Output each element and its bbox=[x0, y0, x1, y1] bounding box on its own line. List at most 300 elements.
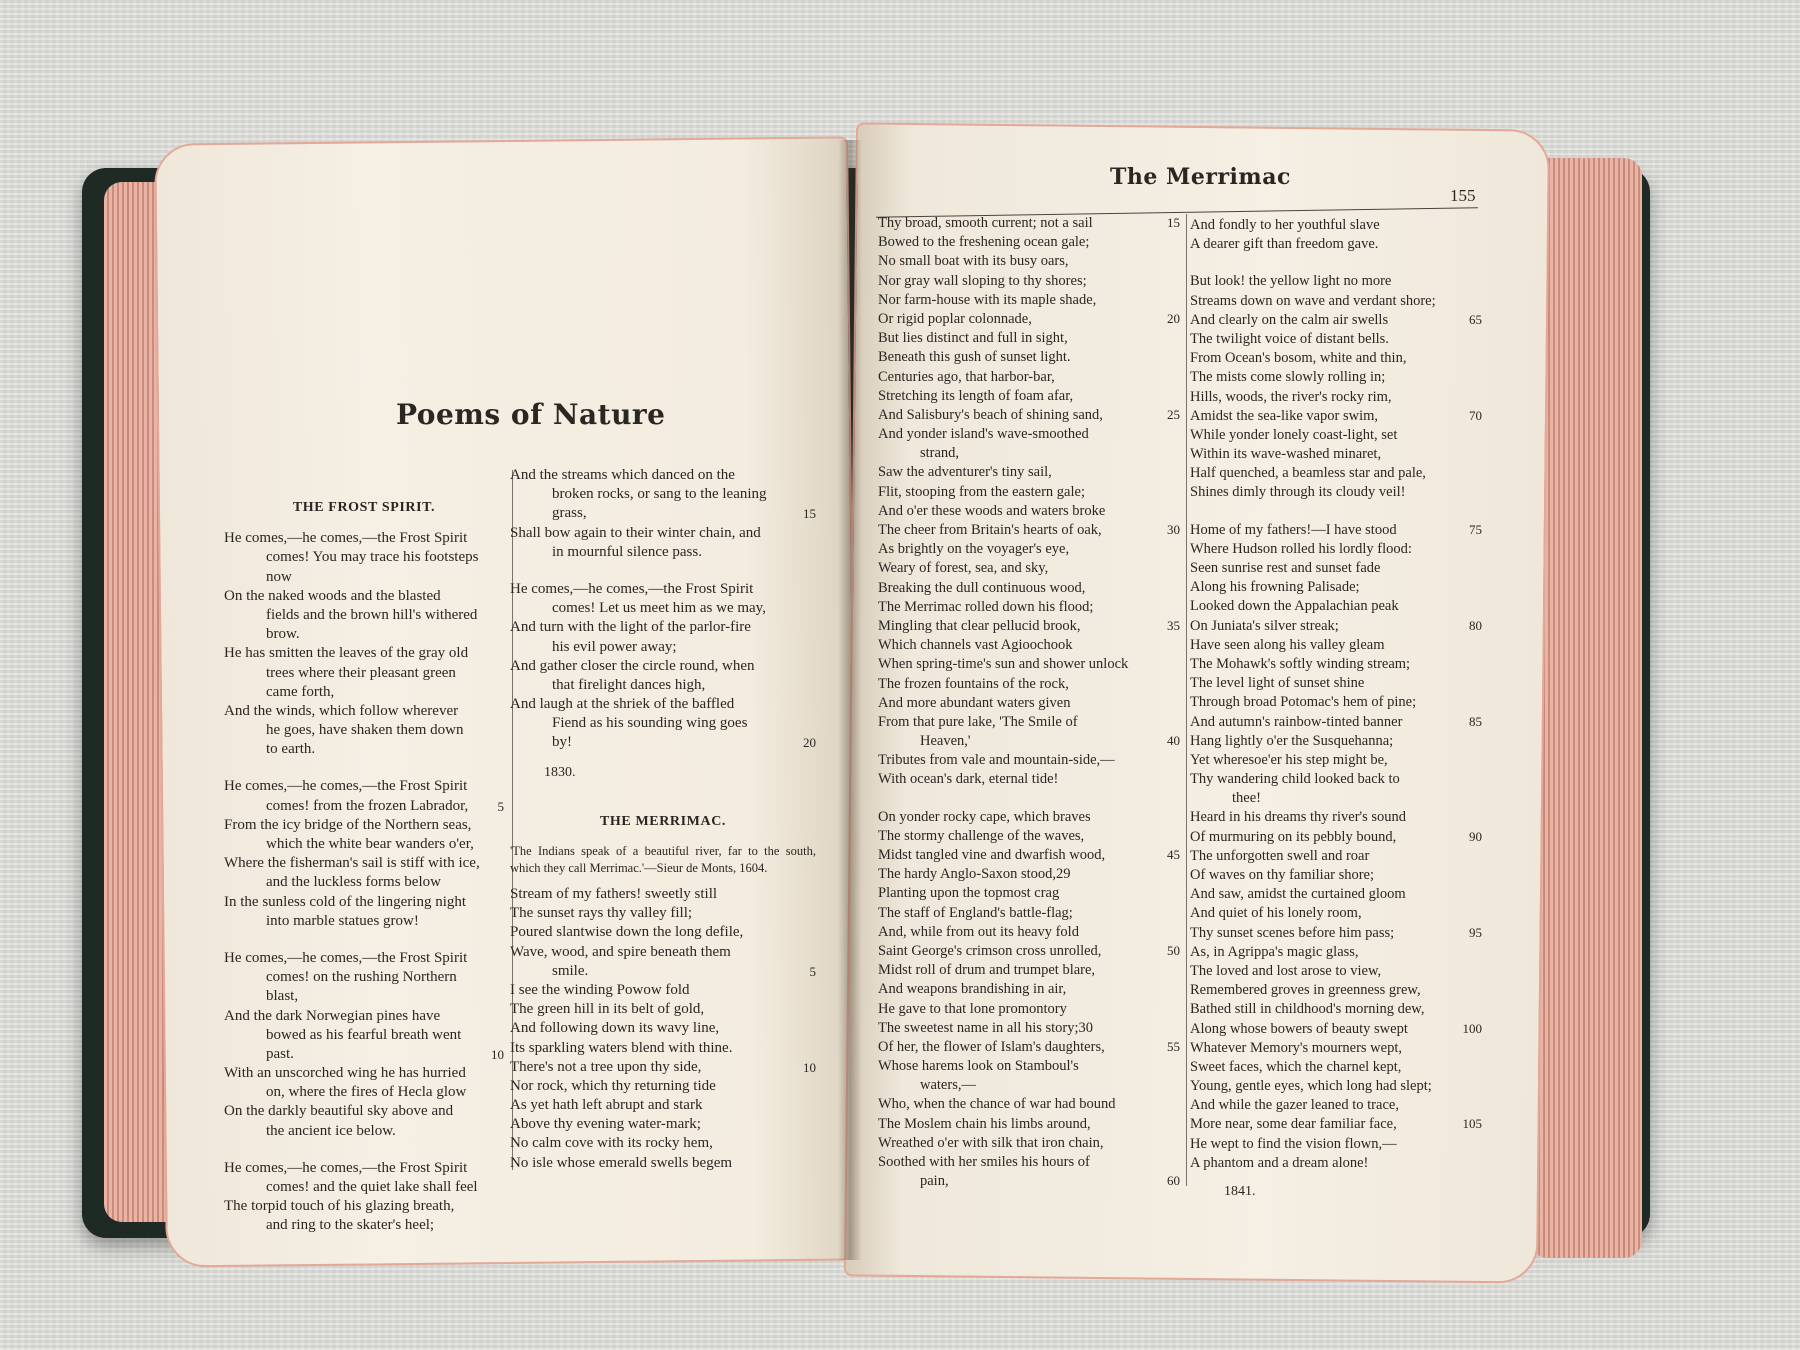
poem-line-text: The hardy Anglo-Saxon stood,29 bbox=[878, 866, 1071, 883]
poem-line-text: A phantom and a dream alone! bbox=[1190, 1154, 1369, 1171]
poem-line-text: and the luckless forms below bbox=[266, 874, 441, 891]
poem-line bbox=[1190, 1096, 1482, 1115]
poem-line bbox=[510, 1058, 816, 1077]
poem-line-text: Saint George's crimson cross unrolled, bbox=[878, 942, 1102, 959]
poem-line bbox=[1190, 770, 1482, 789]
poem-line-text: Centuries ago, that harbor-bar, bbox=[878, 368, 1055, 385]
line-number: 15 bbox=[803, 506, 816, 522]
poem-line-text: pain, bbox=[920, 1173, 949, 1190]
poem-line-text: And quiet of his lonely room, bbox=[1190, 905, 1362, 922]
poem-line-text: But lies distinct and full in sight, bbox=[878, 330, 1068, 347]
poem-line-text: bowed as his fearful breath went bbox=[266, 1026, 462, 1043]
poem-line-text: And laugh at the shriek of the baffled bbox=[510, 696, 735, 713]
poem-line-text: He comes,—he comes,—the Frost Spirit bbox=[224, 1159, 468, 1176]
stanza-break bbox=[224, 759, 504, 777]
poem-line bbox=[1190, 1135, 1482, 1154]
poem-line bbox=[510, 1096, 816, 1115]
poem-line-text: Sweet faces, which the charnel kept, bbox=[1190, 1058, 1402, 1075]
poem-line bbox=[1190, 981, 1482, 1000]
line-number: 10 bbox=[803, 1059, 816, 1075]
poem-line-text: Flit, stooping from the eastern gale; bbox=[878, 483, 1085, 500]
poem-line-text: Bathed still in childhood's morning dew, bbox=[1190, 1001, 1425, 1018]
poem-line-text: And fondly to her youthful slave bbox=[1190, 217, 1380, 233]
poem-line-text: Breaking the dull continuous wood, bbox=[878, 579, 1086, 596]
stanza-break bbox=[224, 1141, 504, 1159]
poem-line-text: From Ocean's bosom, white and thin, bbox=[1190, 350, 1407, 367]
poem-line bbox=[878, 1076, 1180, 1095]
poem-line-text: Hills, woods, the river's rocky rim, bbox=[1190, 388, 1392, 405]
stanza-break bbox=[224, 931, 504, 949]
poem-line-text: Looked down the Appalachian peak bbox=[1190, 598, 1399, 615]
poem-line bbox=[510, 1154, 816, 1173]
poem-line bbox=[1190, 216, 1482, 235]
poem-line bbox=[510, 638, 816, 657]
poem-line bbox=[878, 233, 1180, 252]
poem-line-text: Yet wheresoe'er his step might be, bbox=[1190, 751, 1388, 768]
poem-line bbox=[224, 854, 504, 873]
poem-line bbox=[224, 1159, 504, 1178]
poem-line-text: He comes,—he comes,—the Frost Spirit bbox=[224, 530, 468, 547]
section-title: Poems of Nature bbox=[396, 398, 666, 431]
poem-line bbox=[1190, 617, 1482, 636]
poem-line bbox=[510, 943, 816, 962]
poem-line-text: Saw the adventurer's tiny sail, bbox=[878, 464, 1052, 481]
poem-line-text: Midst tangled vine and dwarfish wood, bbox=[878, 847, 1106, 863]
poem-line-text: Soothed with her smiles his hours of bbox=[878, 1154, 1090, 1170]
poem-line bbox=[224, 1083, 504, 1102]
poem-line bbox=[224, 740, 504, 759]
poem-line-text: past. bbox=[266, 1045, 294, 1062]
stanza-break bbox=[1190, 254, 1482, 272]
poem-line bbox=[878, 598, 1180, 617]
poem-line bbox=[1190, 388, 1482, 407]
poem-line-text: Midst roll of drum and trumpet blare, bbox=[878, 962, 1096, 979]
line-number: 60 bbox=[1167, 1173, 1180, 1189]
poem-line-text: And while the gazer leaned to trace, bbox=[1190, 1097, 1399, 1114]
poem-line-text: strand, bbox=[920, 445, 960, 462]
stanza-break bbox=[1190, 503, 1482, 521]
poem-line-text: Or rigid poplar colonnade, bbox=[878, 310, 1032, 327]
poem-line bbox=[1190, 1058, 1482, 1077]
poem-line-text: And o'er these woods and waters broke bbox=[878, 502, 1106, 519]
poem-line bbox=[1190, 578, 1482, 597]
poem-line bbox=[878, 1019, 1180, 1038]
poem-line bbox=[510, 885, 816, 904]
poem-line-text: broken rocks, or sang to the leaning bbox=[552, 486, 767, 503]
poem-epigraph: 'The Indians speak of a beautiful river, far to the south, which they call Merrimac.'—Sieur de Monts, 1604. bbox=[510, 844, 816, 876]
line-number: 100 bbox=[1462, 1020, 1482, 1036]
poem-line bbox=[1190, 464, 1482, 483]
poem-line bbox=[1190, 1115, 1482, 1134]
poem-line-text: And autumn's rainbow-tinted banner bbox=[1190, 713, 1403, 730]
poem-line bbox=[224, 664, 504, 683]
line-number: 80 bbox=[1469, 617, 1482, 633]
poem-line bbox=[878, 1000, 1180, 1019]
poem-line bbox=[224, 912, 504, 931]
line-number: 85 bbox=[1469, 713, 1482, 729]
poem-line bbox=[878, 904, 1180, 923]
poem-line-text: on, where the fires of Hecla glow bbox=[266, 1084, 467, 1101]
poem-line bbox=[224, 548, 504, 567]
poem-line bbox=[1190, 597, 1482, 616]
poem-line bbox=[224, 606, 504, 625]
poem-line-text: Mingling that clear pellucid brook, bbox=[878, 617, 1081, 634]
poem-line-text: Through broad Potomac's hem of pine; bbox=[1190, 694, 1417, 711]
poem-line bbox=[224, 529, 504, 548]
poem-line-text: On yonder rocky cape, which braves bbox=[878, 808, 1091, 825]
poem-line-text: The stormy challenge of the waves, bbox=[878, 827, 1085, 844]
poem-line-text: No small boat with its busy oars, bbox=[878, 253, 1069, 270]
poem-line bbox=[878, 444, 1180, 463]
poem-line bbox=[1190, 292, 1482, 311]
poem-line-text: his evil power away; bbox=[552, 638, 677, 655]
poem-line-text: And clearly on the calm air swells bbox=[1190, 311, 1389, 328]
poem-line bbox=[1190, 1077, 1482, 1096]
poem-line bbox=[878, 1115, 1180, 1134]
poem-line bbox=[224, 873, 504, 892]
poem-line bbox=[1190, 847, 1482, 866]
poem-line bbox=[510, 714, 816, 733]
poem-line-text: Bowed to the freshening ocean gale; bbox=[878, 234, 1090, 251]
line-number: 25 bbox=[1167, 406, 1180, 422]
poem-line bbox=[224, 1178, 504, 1197]
line-number: 105 bbox=[1462, 1116, 1482, 1132]
poem-line-text: Have seen along his valley gleam bbox=[1190, 636, 1385, 653]
poem-line-text: And turn with the light of the parlor-fire bbox=[510, 619, 751, 636]
poem-line bbox=[1190, 330, 1482, 349]
poem-line bbox=[224, 702, 504, 721]
line-number: 10 bbox=[491, 1046, 504, 1062]
poem-line bbox=[878, 329, 1180, 348]
poem-line bbox=[1190, 445, 1482, 464]
poem-line-text: Fiend as his sounding wing goes bbox=[552, 715, 748, 732]
poem-line bbox=[878, 272, 1180, 291]
poem-line bbox=[510, 733, 816, 752]
poem-line-text: And gather closer the circle round, when bbox=[510, 657, 755, 674]
poem-line-text: Stretching its length of foam afar, bbox=[878, 387, 1074, 404]
poem-line bbox=[878, 291, 1180, 310]
poem-line-text: The green hill in its belt of gold, bbox=[510, 1001, 705, 1018]
poem-line bbox=[878, 1038, 1180, 1057]
poem-line-text: Of murmuring on its pebbly bound, bbox=[1190, 828, 1397, 845]
book-gutter bbox=[838, 140, 862, 1260]
poem-line-text: The unforgotten swell and roar bbox=[1190, 847, 1370, 864]
poem-line bbox=[510, 485, 816, 504]
poem-line-text: No calm cove with its rocky hem, bbox=[510, 1135, 713, 1152]
line-number: 15 bbox=[1167, 215, 1180, 230]
poem-line-text: which the white bear wanders o'er, bbox=[266, 836, 474, 853]
poem-date-1830: 1830. bbox=[544, 764, 576, 780]
poem-line bbox=[224, 1026, 504, 1045]
line-number: 55 bbox=[1167, 1038, 1180, 1054]
poem-line bbox=[878, 1095, 1180, 1114]
poem-line-text: Of waves on thy familiar shore; bbox=[1190, 867, 1375, 883]
poem-line-text: that firelight dances high, bbox=[552, 676, 706, 693]
poem-line bbox=[1190, 713, 1482, 732]
line-number: 30 bbox=[1167, 522, 1180, 537]
poem-line bbox=[224, 968, 504, 987]
poem-line bbox=[878, 252, 1180, 271]
poem-line-text: Its sparkling waters blend with thine. bbox=[510, 1039, 733, 1056]
poem-line bbox=[1190, 1000, 1482, 1019]
poem-line-text: Young, gentle eyes, which long had slept; bbox=[1190, 1078, 1432, 1095]
poem-line-text: thee! bbox=[1232, 790, 1261, 807]
poem-line bbox=[878, 713, 1180, 732]
poem-line bbox=[878, 348, 1180, 367]
poem-line-text: And the streams which danced on the bbox=[510, 467, 735, 483]
poem-line bbox=[1190, 483, 1482, 502]
poem-line-text: While yonder lonely coast-light, set bbox=[1190, 426, 1398, 443]
poem-line-text: The torpid touch of his glazing breath, bbox=[224, 1198, 455, 1215]
poem-line-text: comes! Let us meet him as we may, bbox=[552, 600, 766, 617]
line-number: 20 bbox=[1167, 310, 1180, 326]
poem-line bbox=[1190, 311, 1482, 330]
poem-line-text: Streams down on wave and verdant shore; bbox=[1190, 292, 1436, 309]
poem-line bbox=[510, 923, 816, 942]
poem-line-text: And following down its wavy line, bbox=[510, 1020, 720, 1037]
poem-line-text: From that pure lake, 'The Smile of bbox=[878, 713, 1078, 730]
poem-line bbox=[1190, 885, 1482, 904]
poem-line bbox=[510, 599, 816, 618]
poem-line bbox=[878, 636, 1180, 655]
poem-line bbox=[878, 961, 1180, 980]
poem-line bbox=[878, 980, 1180, 999]
poem-line bbox=[1190, 808, 1482, 827]
poem-line-text: And Salisbury's beach of shining sand, bbox=[878, 406, 1103, 423]
poem-line bbox=[1190, 559, 1482, 578]
poem-line bbox=[510, 904, 816, 923]
poem-line-text: And the winds, which follow wherever bbox=[224, 702, 459, 719]
poem-line-text: The sweetest name in all his story;30 bbox=[878, 1019, 1094, 1036]
poem-line-text: The twilight voice of distant bells. bbox=[1190, 330, 1389, 347]
poem-line bbox=[1190, 521, 1482, 540]
poem-line-text: But look! the yellow light no more bbox=[1190, 273, 1392, 290]
poem-line-text: Along whose bowers of beauty swept bbox=[1190, 1020, 1408, 1037]
poem-line bbox=[878, 617, 1180, 636]
poem-line bbox=[510, 981, 816, 1000]
poem-line-text: Shines dimly through its cloudy veil! bbox=[1190, 484, 1406, 501]
poem-line bbox=[878, 425, 1180, 444]
poem-line bbox=[878, 1172, 1180, 1191]
poem-line-text: Nor gray wall sloping to thy shores; bbox=[878, 272, 1087, 289]
poem-line-text: As yet hath left abrupt and stark bbox=[510, 1097, 703, 1114]
poem-line-text: waters,— bbox=[920, 1077, 976, 1094]
poem-line-text: Where Hudson rolled his lordly flood: bbox=[1190, 540, 1412, 557]
poem-line-text: blast, bbox=[266, 988, 299, 1005]
poem-line-text: trees where their pleasant green bbox=[266, 664, 456, 681]
poem-line bbox=[224, 587, 504, 606]
poem-line-text: Beneath this gush of sunset light. bbox=[878, 349, 1071, 366]
poem-line-text: Above thy evening water-mark; bbox=[510, 1116, 701, 1133]
line-number: 95 bbox=[1469, 924, 1482, 940]
poem-line bbox=[878, 923, 1180, 942]
poem-line bbox=[878, 846, 1180, 865]
poem-line bbox=[224, 683, 504, 702]
poem-line-text: The Mohawk's softly winding stream; bbox=[1190, 655, 1411, 672]
poem-line-text: Home of my fathers!—I have stood bbox=[1190, 521, 1397, 538]
poem-line bbox=[1190, 674, 1482, 693]
poem-line-text: Stream of my fathers! sweetly still bbox=[510, 886, 718, 903]
poem-line-text: Of her, the flower of Islam's daughters, bbox=[878, 1038, 1105, 1055]
poem-line-text: And yonder island's wave-smoothed bbox=[878, 426, 1089, 443]
poem-line-text: Thy sunset scenes before him pass; bbox=[1190, 924, 1395, 941]
poem-line bbox=[224, 816, 504, 835]
poem-line-text: The level light of sunset shine bbox=[1190, 675, 1365, 692]
poem-line-text: Planting upon the topmost crag bbox=[878, 885, 1060, 902]
poem-line bbox=[878, 694, 1180, 713]
poem-line-text: Hang lightly o'er the Susquehanna; bbox=[1190, 732, 1394, 749]
poem-line bbox=[878, 1134, 1180, 1153]
poem-line bbox=[878, 865, 1180, 884]
poem-line-text: With an unscorched wing he has hurried bbox=[224, 1065, 466, 1082]
poem-line-text: Weary of forest, sea, and sky, bbox=[878, 560, 1049, 577]
poem-line-text: The cheer from Britain's hearts of oak, bbox=[878, 522, 1102, 538]
poem-line-text: When spring-time's sun and shower unlock bbox=[878, 656, 1129, 673]
poem-line bbox=[1190, 655, 1482, 674]
poem-line-text: Whose harems look on Stamboul's bbox=[878, 1058, 1079, 1075]
poem-line bbox=[878, 655, 1180, 674]
poem-line-text: The Merrimac rolled down his flood; bbox=[878, 598, 1094, 615]
poem-line bbox=[224, 1122, 504, 1141]
poem-line bbox=[224, 893, 504, 912]
poem-line-text: grass, bbox=[552, 505, 587, 522]
poem-line bbox=[1190, 407, 1482, 426]
poem-line-text: Poured slantwise down the long defile, bbox=[510, 924, 744, 941]
poem-line-text: Tributes from vale and mountain-side,— bbox=[878, 752, 1115, 769]
poem-line bbox=[878, 732, 1180, 751]
poem-line bbox=[510, 1019, 816, 1038]
poem-line bbox=[1190, 962, 1482, 981]
poem-line-text: Remembered groves in greenness grew, bbox=[1190, 982, 1421, 999]
poem-line bbox=[878, 521, 1180, 540]
poem-line-text: smile. bbox=[552, 962, 589, 979]
poem-line bbox=[224, 644, 504, 663]
poem-line bbox=[878, 214, 1180, 233]
poem-line bbox=[510, 504, 816, 523]
poem-line-text: comes! and the quiet lake shall feel bbox=[266, 1179, 478, 1196]
poem-line-text: And the dark Norwegian pines have bbox=[224, 1007, 441, 1024]
poem-line bbox=[510, 1077, 816, 1096]
poem-line-text: now bbox=[266, 568, 292, 585]
poem-line-text: comes! on the rushing Northern bbox=[266, 969, 457, 986]
poem-line bbox=[878, 368, 1180, 387]
poem-line-text: He gave to that lone promontory bbox=[878, 1000, 1067, 1017]
poem-line-text: He comes,—he comes,—the Frost Spirit bbox=[510, 580, 754, 597]
poem-line bbox=[878, 502, 1180, 521]
poem-line-text: In the sunless cold of the lingering night bbox=[224, 893, 467, 910]
poem-line bbox=[1190, 732, 1482, 751]
poem-line-text: fields and the brown hill's withered bbox=[266, 606, 478, 623]
poem-line-text: Wave, wood, and spire beneath them bbox=[510, 943, 731, 960]
poem-line-text: brow. bbox=[266, 626, 300, 643]
poem-line-text: The Moslem chain his limbs around, bbox=[878, 1115, 1091, 1132]
poem-line bbox=[878, 942, 1180, 961]
poem-line bbox=[1190, 924, 1482, 943]
running-head: The Merrimac bbox=[1110, 164, 1291, 190]
poem-line-text: And weapons brandishing in air, bbox=[878, 981, 1067, 998]
poem-line bbox=[1190, 235, 1482, 254]
poem-line bbox=[510, 524, 816, 543]
poem-line-text: Within its wave-washed minaret, bbox=[1190, 446, 1382, 463]
poem-line-text: comes! You may trace his footsteps bbox=[266, 549, 479, 566]
poem-line bbox=[1190, 1039, 1482, 1058]
poem-line-text: Wreathed o'er with silk that iron chain, bbox=[878, 1134, 1104, 1151]
page-number: 155 bbox=[1450, 186, 1476, 205]
line-number: 75 bbox=[1469, 521, 1482, 537]
poem-line bbox=[224, 1007, 504, 1026]
poem-line-text: Heaven,' bbox=[920, 733, 971, 750]
poem-line-text: He wept to find the vision flown,— bbox=[1190, 1135, 1397, 1152]
poem-line-text: Amidst the sea-like vapor swim, bbox=[1190, 407, 1379, 424]
poem-line bbox=[510, 657, 816, 676]
poem-line bbox=[878, 751, 1180, 770]
stanza-break bbox=[510, 562, 816, 580]
poem-line-text: Half quenched, a beamless star and pale, bbox=[1190, 465, 1426, 482]
line-number: 70 bbox=[1469, 407, 1482, 423]
poem-line-text: Nor farm-house with its maple shade, bbox=[878, 291, 1097, 308]
poem-line-text: I see the winding Powow fold bbox=[510, 981, 690, 998]
poem-line-text: On the naked woods and the blasted bbox=[224, 587, 441, 604]
poem-line bbox=[1190, 349, 1482, 368]
poem-line bbox=[224, 949, 504, 968]
poem-line-text: On the darkly beautiful sky above and bbox=[224, 1103, 454, 1120]
poem-line bbox=[510, 1134, 816, 1153]
poem-line-text: Seen sunrise rest and sunset fade bbox=[1190, 560, 1381, 576]
poem-line bbox=[878, 387, 1180, 406]
poem-title-merrimac: THE MERRIMAC. bbox=[599, 813, 727, 829]
poem-line-text: No isle whose emerald swells begem bbox=[510, 1154, 733, 1171]
poem-line bbox=[878, 540, 1180, 559]
poem-line-text: The loved and lost arose to view, bbox=[1190, 962, 1382, 979]
poem-line bbox=[1190, 540, 1482, 559]
poem-line bbox=[510, 543, 816, 562]
poem-line-text: Who, when the chance of war had bound bbox=[878, 1096, 1116, 1113]
left-page-column-2 bbox=[510, 466, 816, 1173]
poem-line-text: came forth, bbox=[266, 683, 335, 700]
poem-line-text: Thy wandering child looked back to bbox=[1190, 771, 1400, 788]
right-page-column-1 bbox=[878, 214, 1180, 1191]
poem-line-text: The frozen fountains of the rock, bbox=[878, 675, 1069, 692]
poem-line bbox=[224, 1197, 504, 1216]
poem-line bbox=[878, 310, 1180, 329]
poem-line bbox=[224, 1045, 504, 1064]
poem-line bbox=[510, 1039, 816, 1058]
poem-line-text: The sunset rays thy valley fill; bbox=[510, 905, 693, 922]
poem-line-text: From the icy bridge of the Northern seas, bbox=[224, 816, 472, 833]
line-number: 45 bbox=[1167, 847, 1180, 862]
poem-line-text: the ancient ice below. bbox=[266, 1122, 396, 1139]
poem-line bbox=[510, 1000, 816, 1019]
poem-line bbox=[878, 827, 1180, 846]
poem-line-text: to earth. bbox=[266, 741, 316, 758]
poem-line bbox=[224, 987, 504, 1006]
poem-line-text: A dearer gift than freedom gave. bbox=[1190, 236, 1379, 253]
poem-line-text: he goes, have shaken them down bbox=[266, 722, 464, 739]
poem-line-text: Heard in his dreams thy river's sound bbox=[1190, 809, 1407, 826]
poem-line bbox=[878, 884, 1180, 903]
poem-line bbox=[224, 1102, 504, 1121]
poem-line-text: Along his frowning Palisade; bbox=[1190, 579, 1360, 596]
poem-line bbox=[224, 568, 504, 587]
poem-line bbox=[878, 559, 1180, 578]
poem-line bbox=[878, 675, 1180, 694]
poem-line bbox=[224, 797, 504, 816]
poem-line bbox=[224, 1216, 504, 1235]
poem-line-text: And more abundant waters given bbox=[878, 694, 1071, 711]
poem-line-text: Whatever Memory's mourners wept, bbox=[1190, 1039, 1402, 1056]
poem-line-text: Nor rock, which thy returning tide bbox=[510, 1077, 716, 1094]
poem-line bbox=[1190, 636, 1482, 655]
